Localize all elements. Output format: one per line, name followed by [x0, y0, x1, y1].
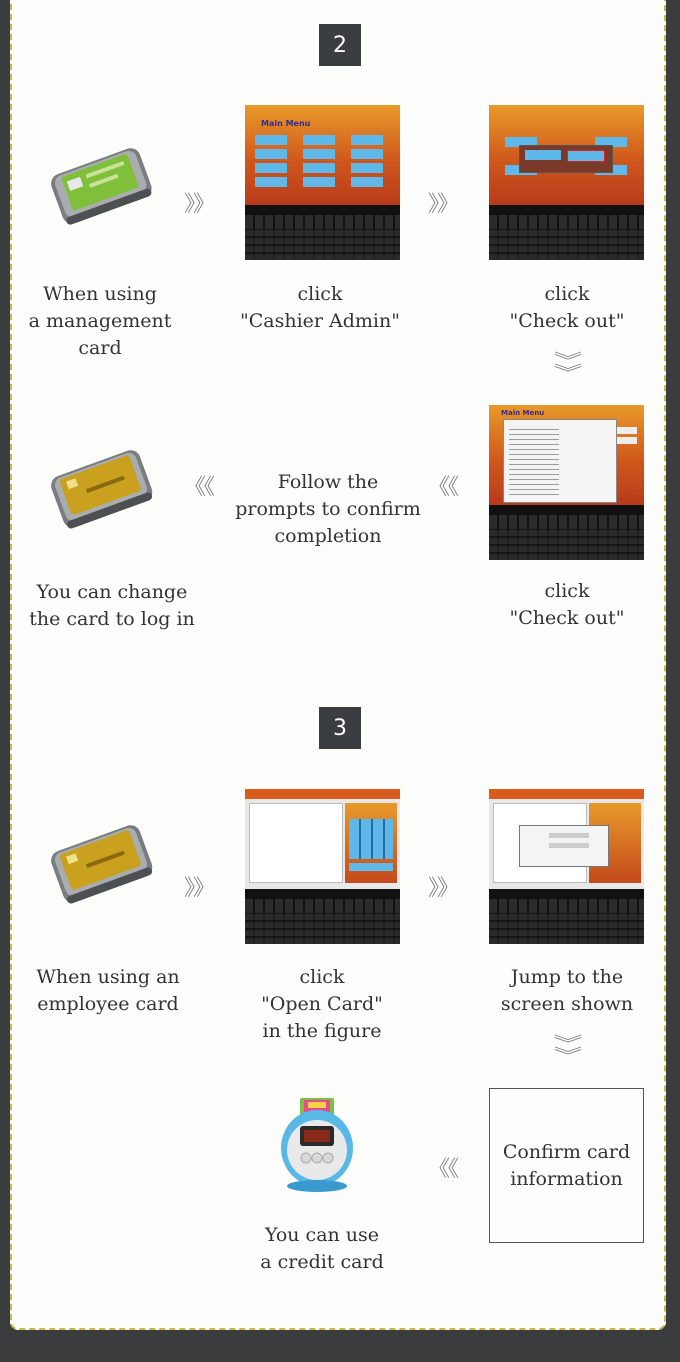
arrow-right-1: 》》 — [184, 192, 214, 217]
caption-follow-prompts: Follow the prompts to confirm completion — [235, 471, 421, 547]
arrow-left-2: 《《 — [428, 475, 458, 500]
main-menu-title: Main Menu — [261, 119, 311, 128]
caption-employee-card: When using an employee card — [36, 966, 180, 1015]
confirm-card-info-box: Confirm card information — [489, 1088, 644, 1243]
screenshot-jump-screen — [489, 789, 644, 944]
credit-card-terminal-image — [278, 1096, 356, 1196]
caption-open-card: click "Open Card" in the figure — [261, 966, 383, 1042]
arrow-right-2: 》》 — [428, 192, 458, 217]
screenshot-main-menu — [245, 105, 400, 260]
arrow-down-1: ︾ ︾ — [553, 351, 583, 384]
screenshot-open-card — [245, 789, 400, 944]
caption-credit-card: You can use a credit card — [260, 1224, 384, 1273]
caption-change-card: You can change the card to log in — [29, 581, 195, 630]
caption-cashier-admin: click "Cashier Admin" — [240, 283, 400, 332]
screenshot-check-out-details: Main Menu — [489, 405, 644, 560]
card-reader-management-image — [46, 140, 156, 230]
arrow-down-2: ︾ ︾ — [553, 1034, 583, 1067]
caption-check-out-2: click "Check out" — [509, 580, 625, 629]
caption-management-card: When using a management card — [28, 283, 172, 359]
arrow-left-1: 《《 — [184, 475, 214, 500]
caption-jump-screen: Jump to the screen shown — [500, 966, 634, 1015]
card-reader-employee-image — [46, 815, 156, 910]
arrow-right-4: 》》 — [428, 876, 458, 901]
step-number-3: 3 — [319, 707, 361, 749]
card-reader-gold-image — [46, 440, 156, 535]
arrow-left-3: 《《 — [428, 1157, 458, 1182]
caption-check-out-1: click "Check out" — [509, 283, 625, 332]
step-number-2: 2 — [319, 24, 361, 66]
arrow-right-3: 》》 — [184, 876, 214, 901]
screenshot-check-out — [489, 105, 644, 260]
